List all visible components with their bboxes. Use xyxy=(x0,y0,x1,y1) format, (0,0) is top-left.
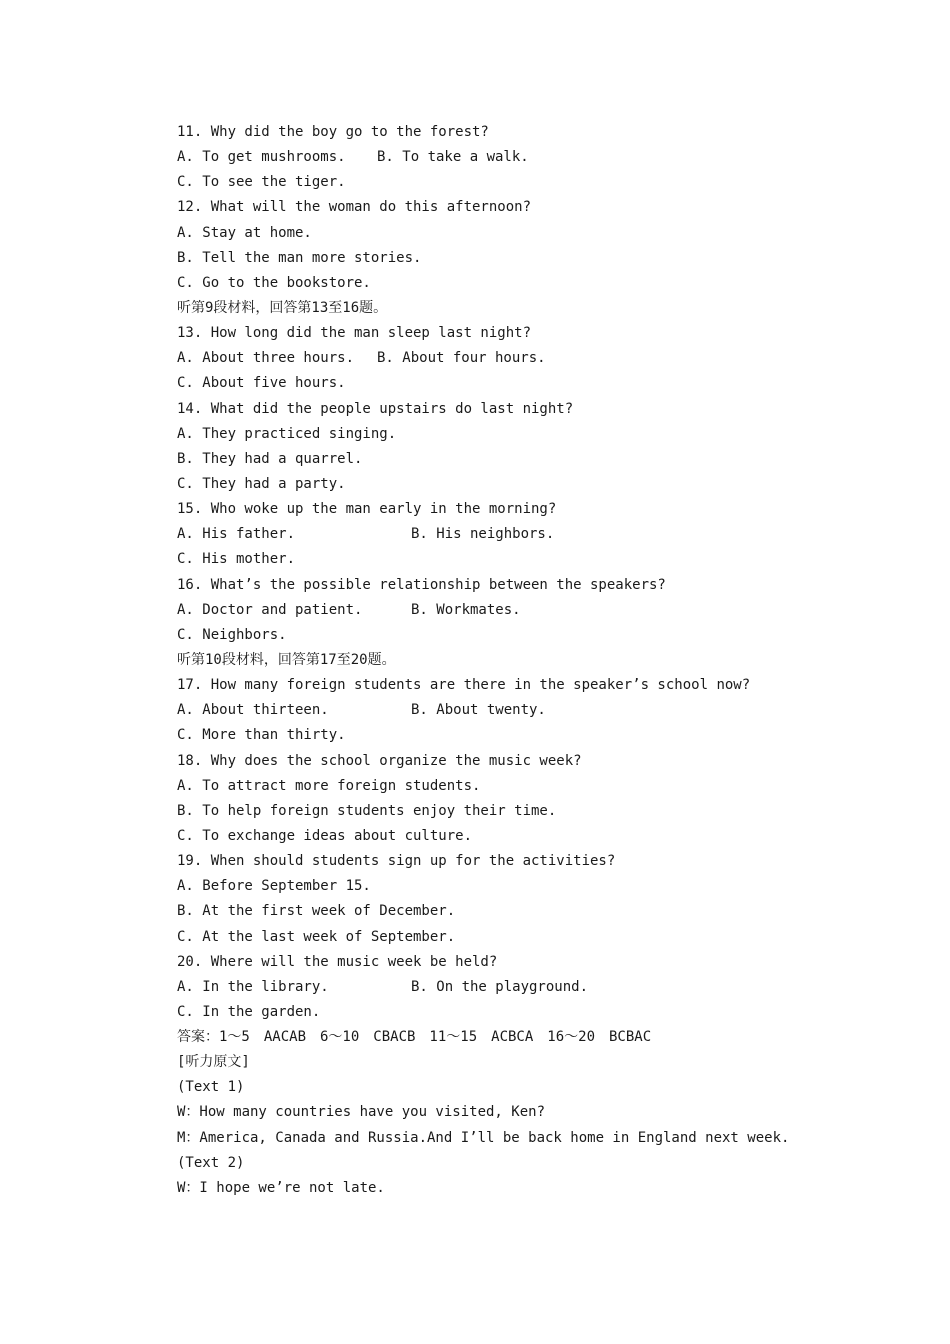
question-stem: 20. Where will the music week be held? xyxy=(177,953,498,970)
option-b: B. At the first week of December. xyxy=(177,903,456,920)
option-a: A. To attract more foreign students. xyxy=(177,777,481,794)
question-stem: 18. Why does the school organize the music week? xyxy=(177,752,582,769)
option-c: C. They had a party. xyxy=(177,475,346,492)
dialogue-line: M：America, Canada and Russia.And I’ll be back home in England next week. xyxy=(177,1129,790,1146)
option-a: A. They practiced singing. xyxy=(177,425,397,442)
dialogue-line: W：I hope we’re not late. xyxy=(177,1179,385,1196)
option-c: C. To exchange ideas about culture. xyxy=(177,827,473,844)
question-stem: 17. How many foreign students are there in the speaker’s school now? xyxy=(177,677,751,694)
option-b: B. About four hours. xyxy=(377,350,546,367)
option-row xyxy=(177,598,877,623)
option-row xyxy=(177,145,877,170)
dialogue-line: W：How many countries have you visited, Ken? xyxy=(177,1104,546,1121)
option-a: A. About three hours. xyxy=(177,350,355,367)
section-heading: 听第10段材料，回答第17至20题。 xyxy=(177,651,396,668)
option-b: B. Workmates. xyxy=(411,601,521,618)
option-c: C. To see the tiger. xyxy=(177,174,346,191)
option-b: B. They had a quarrel. xyxy=(177,450,363,467)
option-a: A. Stay at home. xyxy=(177,224,312,241)
option-a: A. In the library. xyxy=(177,978,329,995)
option-a: A. To get mushrooms. xyxy=(177,149,346,166)
text-label: (Text 2) xyxy=(177,1154,245,1171)
question-stem: 15. Who woke up the man early in the morning? xyxy=(177,501,557,518)
option-c: C. His mother. xyxy=(177,551,296,568)
question-stem: 13. How long did the man sleep last night? xyxy=(177,325,532,342)
question-stem: 12. What will the woman do this afternoon? xyxy=(177,199,532,216)
option-b: B. To help foreign students enjoy their time. xyxy=(177,802,557,819)
option-b: B. Tell the man more stories. xyxy=(177,249,422,266)
option-b: B. To take a walk. xyxy=(377,149,529,166)
option-c: C. About five hours. xyxy=(177,375,346,392)
option-b: B. About twenty. xyxy=(411,702,546,719)
question-stem: 16. What’s the possible relationship between the speakers? xyxy=(177,576,666,593)
option-b: B. His neighbors. xyxy=(411,526,555,543)
section-heading: 听第9段材料，回答第13至16题。 xyxy=(177,299,388,316)
document-page xyxy=(177,120,877,1201)
option-row xyxy=(177,346,877,371)
transcript-heading: [听力原文] xyxy=(177,1054,250,1071)
option-a: A. His father. xyxy=(177,526,296,543)
option-c: C. At the last week of September. xyxy=(177,928,456,945)
option-row xyxy=(177,975,877,1000)
option-a: A. Doctor and patient. xyxy=(177,601,363,618)
question-stem: 14. What did the people upstairs do last night? xyxy=(177,400,574,417)
question-stem: 19. When should students sign up for the activities? xyxy=(177,853,616,870)
option-c: C. Go to the bookstore. xyxy=(177,274,371,291)
option-c: C. More than thirty. xyxy=(177,727,346,744)
answer-key: 答案：1～5 AACAB 6～10 CBACB 11～15 ACBCA 16～20 BCBAC xyxy=(177,1029,652,1046)
option-row xyxy=(177,698,877,723)
text-label: (Text 1) xyxy=(177,1079,245,1096)
option-a: A. Before September 15. xyxy=(177,878,371,895)
option-c: C. Neighbors. xyxy=(177,626,287,643)
option-a: A. About thirteen. xyxy=(177,702,329,719)
question-stem: 11. Why did the boy go to the forest? xyxy=(177,124,489,140)
option-row xyxy=(177,522,877,547)
option-b: B. On the playground. xyxy=(411,978,589,995)
option-c: C. In the garden. xyxy=(177,1003,321,1020)
